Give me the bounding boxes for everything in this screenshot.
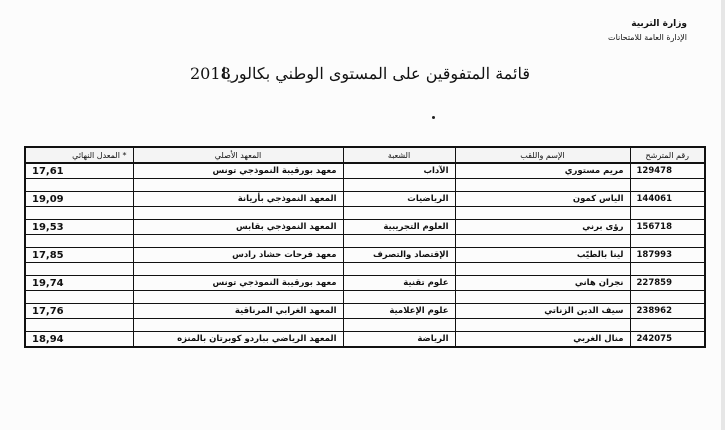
row-score: 17,76: [25, 304, 133, 319]
title-year: 2018: [190, 64, 231, 83]
row-branch: الرياضة: [343, 332, 455, 348]
table-row: [25, 248, 705, 263]
table-row: [25, 276, 705, 291]
table-header-row: [25, 147, 705, 163]
row-name: سيف الدين الزناتي: [455, 304, 630, 319]
row-school: معهد بورقيبة النموذجي تونس: [133, 163, 343, 179]
table-row: [25, 220, 705, 235]
spacer-row: [25, 207, 705, 220]
row-name: منال الغربي: [455, 332, 630, 348]
title-text: قائمة المتفوقين على المستوى الوطني بكالوريا: [221, 64, 530, 83]
header-branch: الشعبة: [343, 147, 455, 163]
table-row: [25, 304, 705, 319]
row-name: رؤى برني: [455, 220, 630, 235]
spacer-row: [25, 319, 705, 332]
row-score: 19,09: [25, 192, 133, 207]
row-name: نجران هاني: [455, 276, 630, 291]
row-candidate: 242075: [630, 332, 705, 348]
row-name: لينا بالطيّب: [455, 248, 630, 263]
row-school: المعهد النموذجي بأريانة: [133, 192, 343, 207]
laureates-table: [24, 146, 706, 348]
row-candidate: 129478: [630, 163, 705, 179]
letterhead: [608, 18, 687, 44]
department-name: الإدارة العامة للامتحانات: [608, 33, 687, 42]
row-score: 17,61: [25, 163, 133, 179]
row-candidate: 187993: [630, 248, 705, 263]
header-candidate: رقم المترشح: [630, 147, 705, 163]
page-edge: [721, 0, 725, 430]
row-school: المعهد النموذجي بقابس: [133, 220, 343, 235]
row-score: 18,94: [25, 332, 133, 348]
row-school: المعهد الرياضي بباردو كوبرتان بالمنزه: [133, 332, 343, 348]
header-name: الإسم واللقب: [455, 147, 630, 163]
table-row: [25, 163, 705, 179]
row-name: الياس كمون: [455, 192, 630, 207]
ministry-name: وزارة التربية: [631, 19, 687, 29]
header-score: المعدل النهائي *: [25, 147, 133, 163]
row-branch: علوم الإعلامية: [343, 304, 455, 319]
row-branch: العلوم التجريبية: [343, 220, 455, 235]
document-title: [150, 64, 570, 84]
row-candidate: 227859: [630, 276, 705, 291]
spacer-row: [25, 179, 705, 192]
row-branch: علوم تقنية: [343, 276, 455, 291]
row-candidate: 238962: [630, 304, 705, 319]
row-candidate: 156718: [630, 220, 705, 235]
row-candidate: 144061: [630, 192, 705, 207]
row-score: 19,53: [25, 220, 133, 235]
row-school: معهد فرحات حشاد رادس: [133, 248, 343, 263]
spacer-row: [25, 263, 705, 276]
header-school: المعهد الأصلي: [133, 147, 343, 163]
table-row: [25, 332, 705, 348]
spacer-row: [25, 235, 705, 248]
row-score: 19,74: [25, 276, 133, 291]
row-branch: الآداب: [343, 163, 455, 179]
stray-dot: [432, 116, 435, 119]
row-score: 17,85: [25, 248, 133, 263]
row-branch: الإقتصاد والتصرف: [343, 248, 455, 263]
row-school: معهد بورقيبة النموذجي تونس: [133, 276, 343, 291]
table-row: [25, 192, 705, 207]
spacer-row: [25, 291, 705, 304]
row-branch: الرياضيات: [343, 192, 455, 207]
row-name: مريم مستوري: [455, 163, 630, 179]
row-school: المعهد الغرابي المرناقية: [133, 304, 343, 319]
